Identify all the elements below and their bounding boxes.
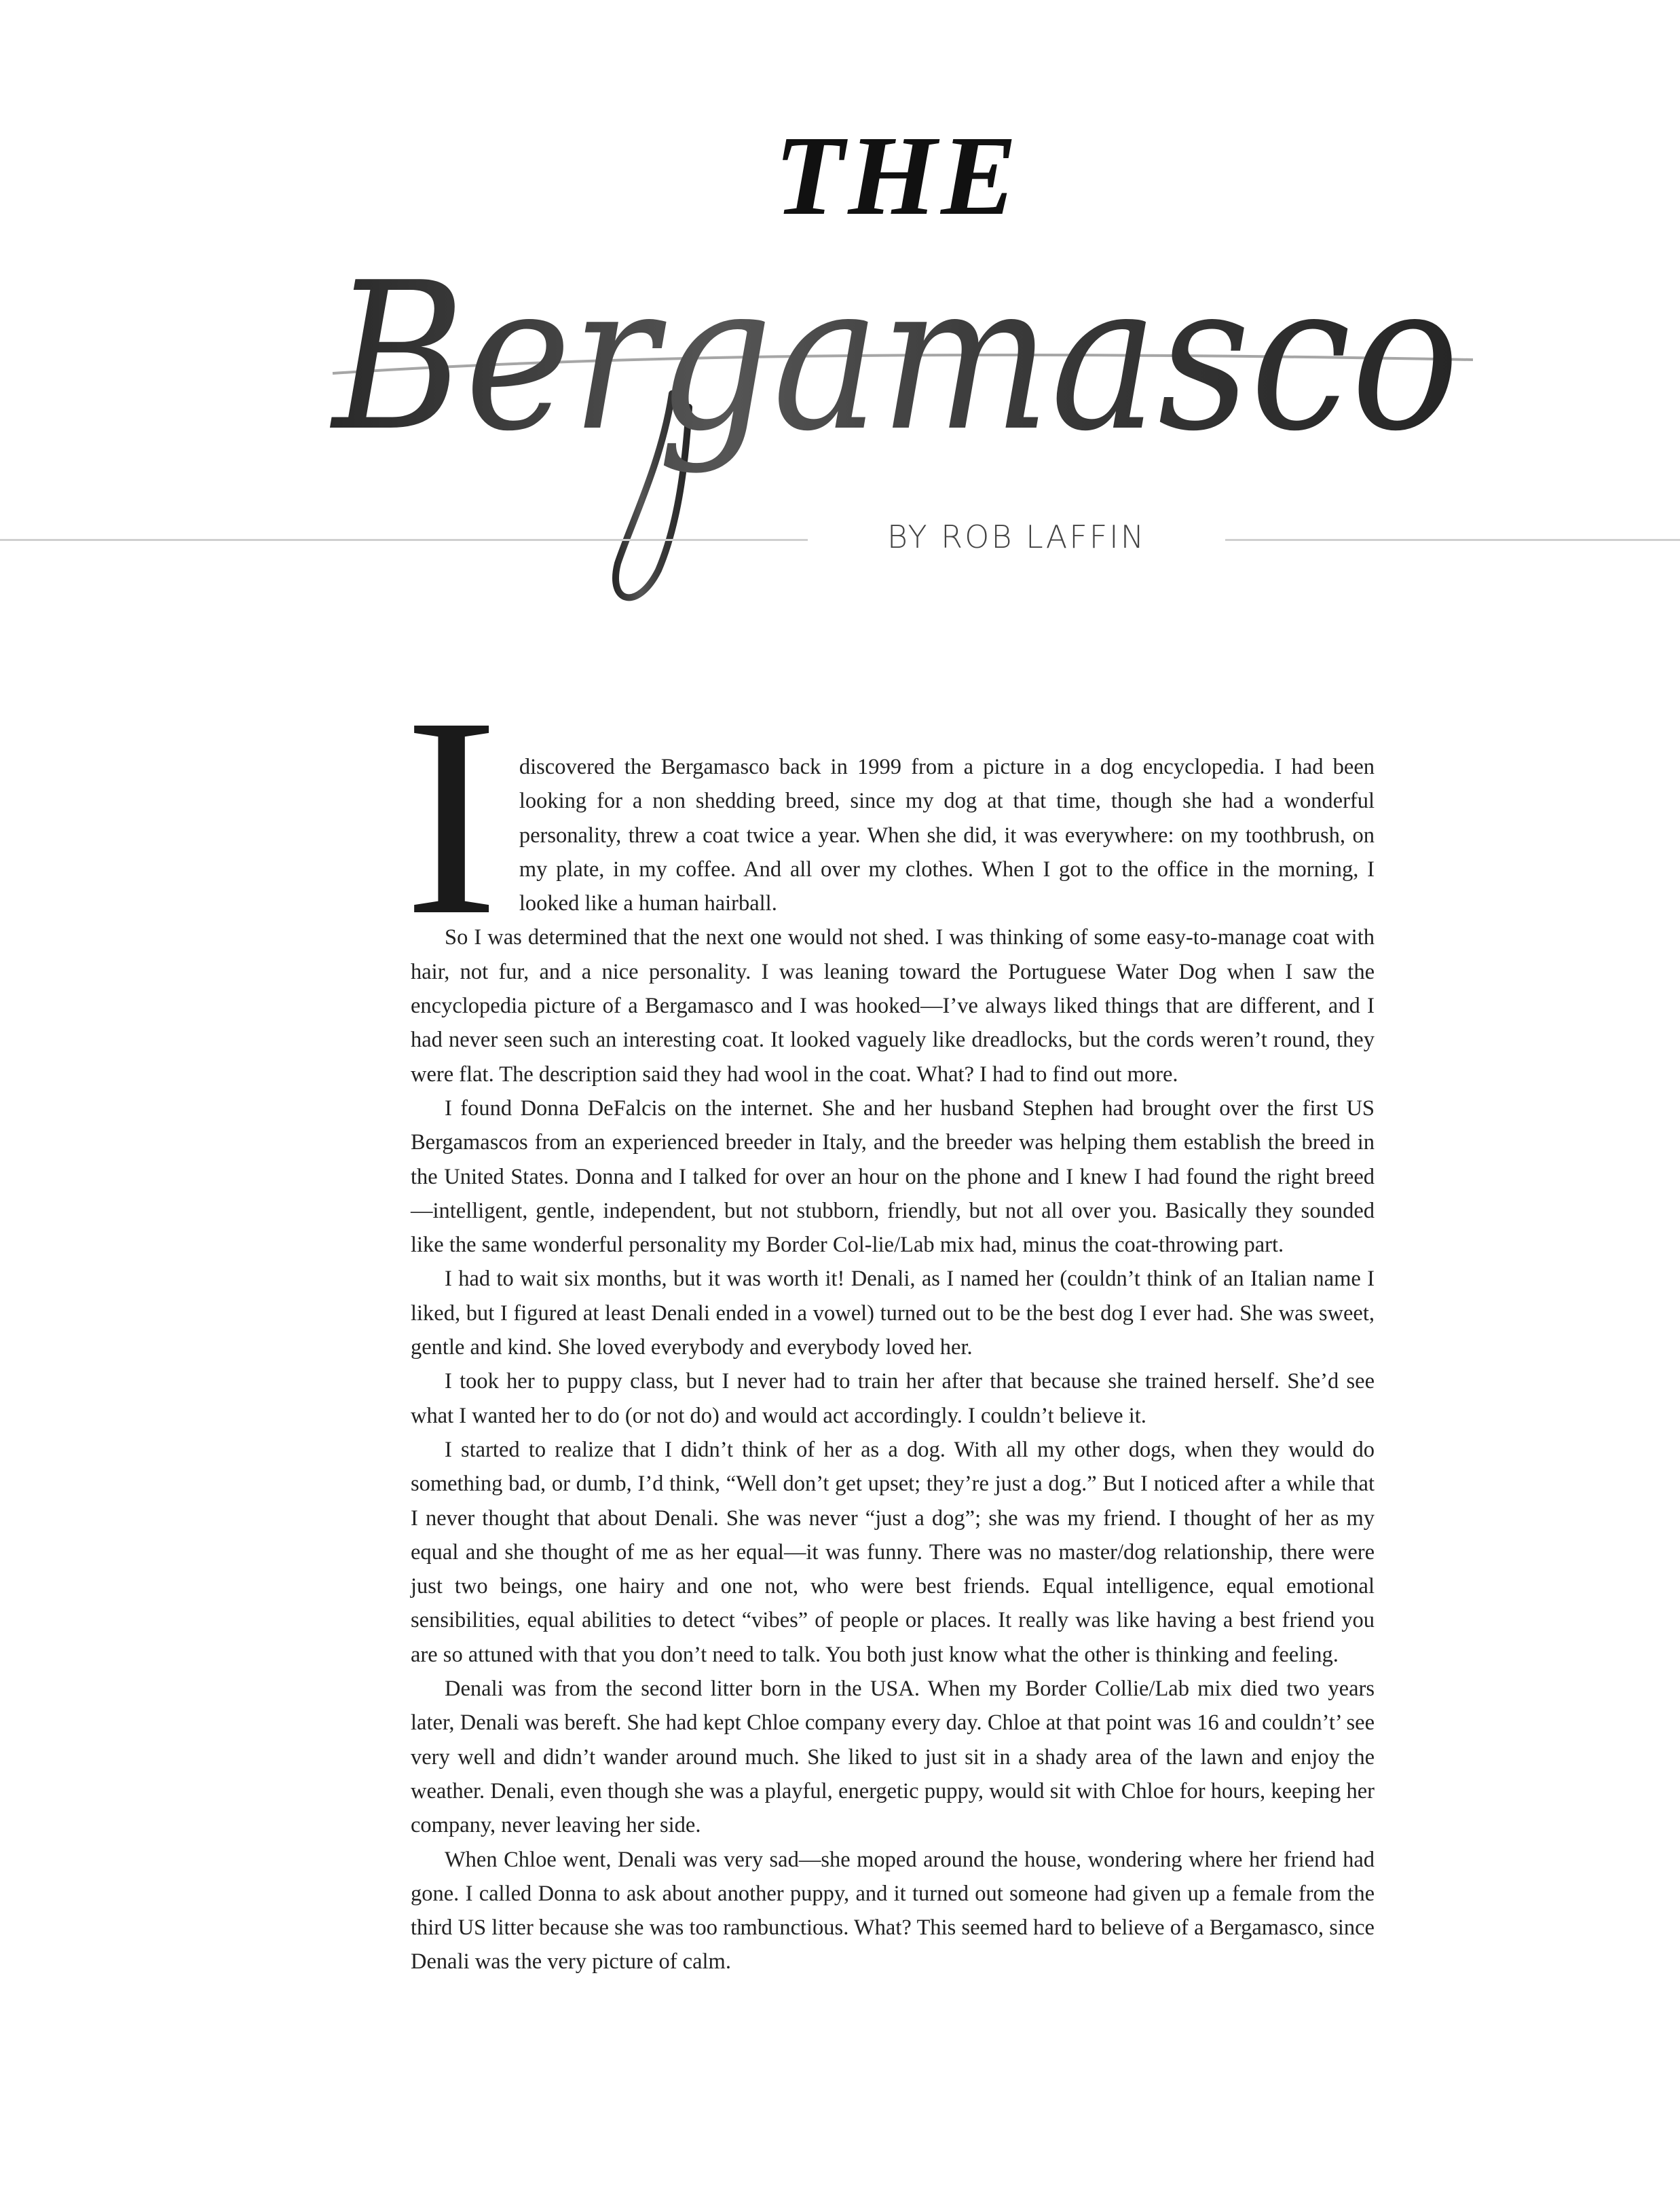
byline-rule-right: [1225, 539, 1680, 541]
title-the: THE: [774, 113, 1022, 239]
article-paragraph-8: When Chloe went, Denali was very sad—she moped around the house, wondering where her friend had gone. I called Donna to ask about another puppy, and it turned out someone had given up a female from the third US litter because she was too rambunctious. What? This seemed hard to believe of a Bergamasco, since Denali was the very picture of calm.: [411, 1847, 1375, 1975]
drop-cap: I: [404, 658, 499, 974]
byline: BY ROB LAFFIN: [886, 519, 1146, 555]
article-paragraph-6: I started to realize that I didn’t think of her as a dog. With all my other dogs, when they would do something bad, or dumb, I’d think, “Well don’t get upset; they’re just a dog.” But I noticed after a while that I never thought that about Denali. She was never “just a dog”; she was my friend. I thought of her as my equal and she thought of me as her equal—it was funny. There was no master/dog relationship, there were just two beings, one hairy and one not, who were best friends. Equal intelligence, equal emotional sensibilities, equal abilities to detect “vibes” of people or places. It really was like having a best friend you are so attuned with that you don’t need to talk. You both just know what the other is thinking and feeling.: [411, 1437, 1375, 1667]
paragraph-text: discovered the Bergamasco back in 1999 from a picture in a dog encyclopedia. I had been looking for a non shedding breed, since my dog at that time, though she had a wonderful personality, threw a coat twice a year. When she did, it was everywhere: on my toothbrush, on my plate, in my coffee. And all over my clothes. When I got to the office in the morning, I looked like a human hairball.: [519, 755, 1375, 916]
article-paragraph-4: I had to wait six months, but it was worth it! Denali, as I named her (couldn’t think of an Italian name I liked, but I figured at least Denali ended in a vowel) turned out to be the best dog I ever had. She was sweet, gentle and kind. She loved everybody and everybody loved her.: [411, 1267, 1375, 1360]
title-script-text: Bergamasco: [329, 239, 1459, 476]
article-paragraph-3: I found Donna DeFalcis on the internet. She and her husband Stephen had brought over the first US Bergamascos from an experienced breeder in Italy, and the breeder was helping them establish the breed in the United States. Donna and I talked for over an hour on the phone and I knew I had found the right breed—intelligent, gentle, independent, but not stubborn, friendly, but not all over you. Basically they sounded like the same wonderful personality my Border Col-lie/Lab mix had, minus the coat-throwing part.: [411, 1096, 1375, 1258]
article-paragraph-1: [404, 658, 1375, 974]
byline-rule-left: [0, 539, 808, 541]
article-paragraph-7: Denali was from the second litter born in the USA. When my Border Collie/Lab mix died two years later, Denali was bereft. She had kept Chloe company every day. Chloe at that point was 16 and couldn’t’ see very well and didn’t wander around much. She liked to just sit in a shady area of the lawn and enjoy the weather. Denali, even though she was a playful, energetic puppy, would sit with Chloe for hours, keeping her company, never leaving her side.: [411, 1677, 1375, 1838]
article-paragraph-5: I took her to puppy class, but I never had to train her after that because she trained herself. She’d see what I wanted her to do (or not do) and would act accordingly. I couldn’t believe it.: [411, 1369, 1375, 1428]
article-body: [404, 658, 1375, 1979]
title-script-bergamasco: [319, 204, 1487, 638]
article-paragraph-2: So I was determined that the next one would not shed. I was thinking of some easy-to-manage coat with hair, not fur, and a nice personality. I was leaning toward the Portuguese Water Dog when I saw the encyclopedia picture of a Bergamasco and I was hooked—I’ve always liked things that are different, and I had never seen such an interesting coat. It looked vaguely like dreadlocks, but the cords weren’t round, they were flat. The description said they had wool in the coat. What? I had to find out more.: [411, 925, 1375, 1087]
